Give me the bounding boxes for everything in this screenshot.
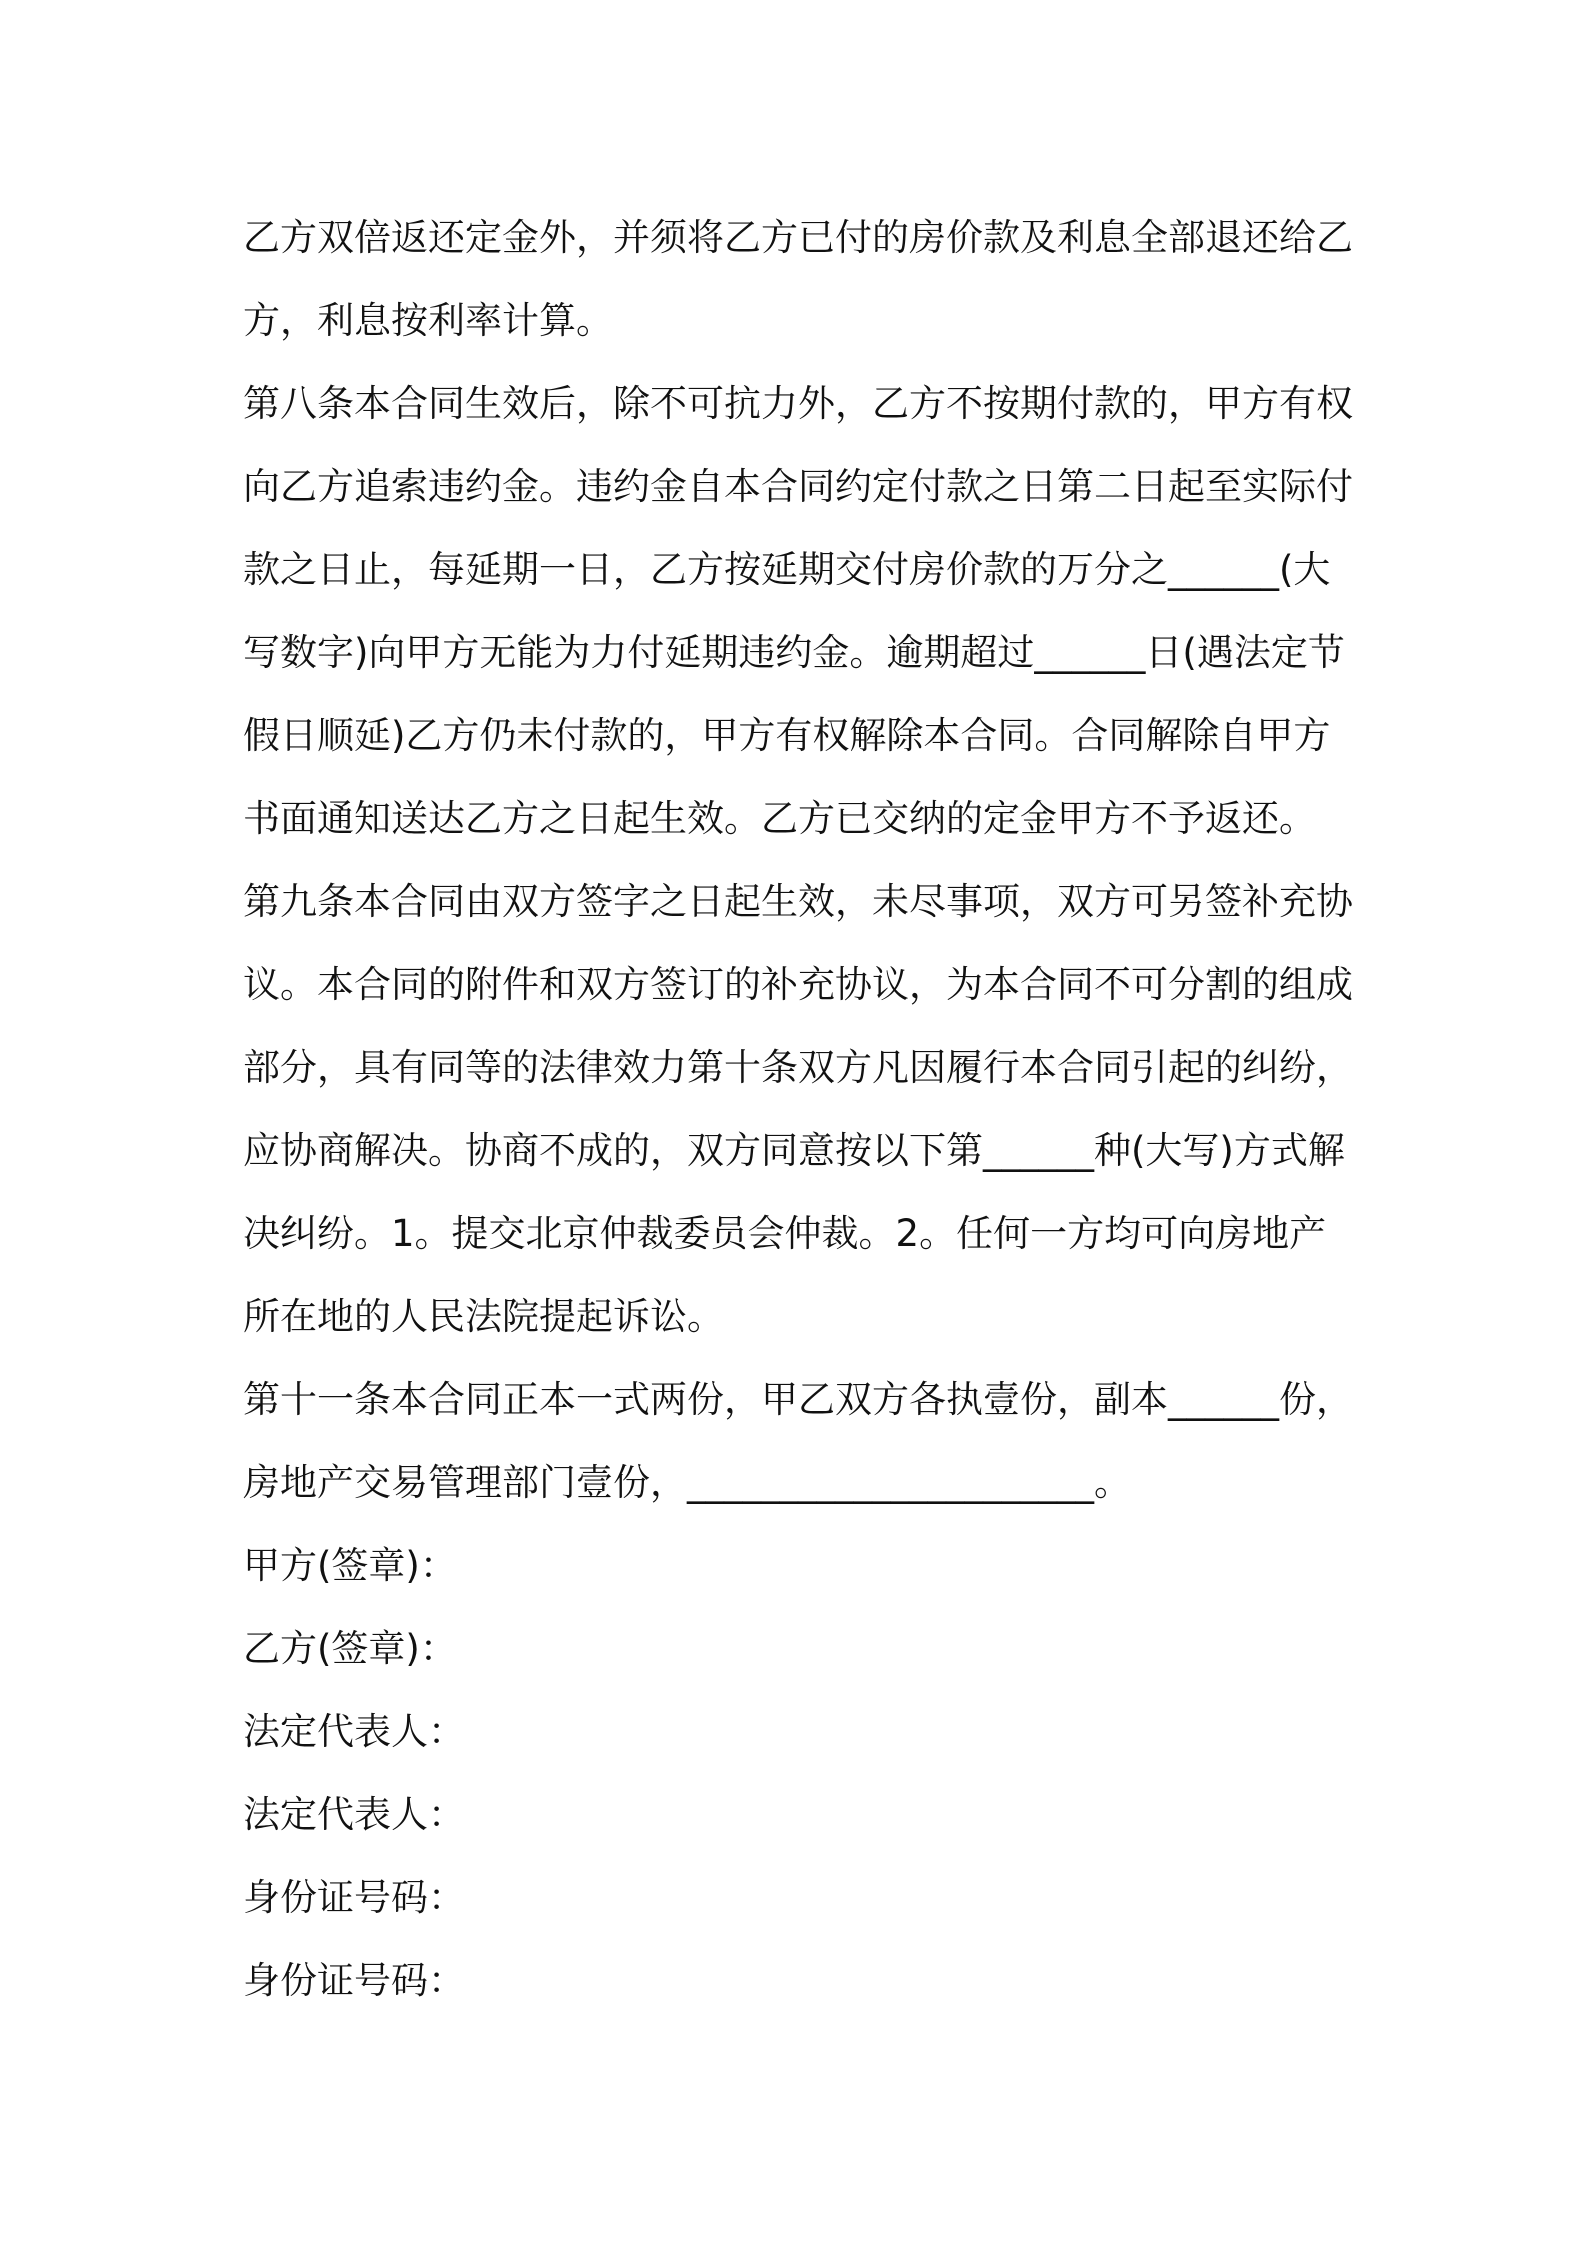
text-line: 向乙方追索违约金。违约金自本合同约定付款之日第二日起至实际付 [243,465,1353,508]
party-a-signature-line: 甲方(签章)： [243,1544,457,1587]
article-11-line: 第十一条本合同正本一式两份，甲乙双方各执壹份，副本______份， [243,1378,1353,1421]
legal-representative-line: 法定代表人： [243,1793,465,1836]
legal-representative-line: 法定代表人： [243,1710,465,1753]
text-line: 款之日止，每延期一日，乙方按延期交付房价款的万分之______(大 [243,548,1331,591]
id-number-line: 身份证号码： [243,1876,465,1919]
text-line: 方，利息按利率计算。 [243,299,613,342]
text-line: 所在地的人民法院提起诉讼。 [243,1295,724,1338]
text-line: 书面通知送达乙方之日起生效。乙方已交纳的定金甲方不予返还。 [243,797,1316,840]
text-line: 应协商解决。协商不成的，双方同意按以下第______种(大写)方式解 [243,1129,1345,1172]
text-line: 房地产交易管理部门壹份，______________________。 [243,1461,1131,1504]
contract-text [243,196,1368,2022]
party-b-signature-line: 乙方(签章)： [243,1627,457,1670]
text-line: 假日顺延)乙方仍未付款的，甲方有权解除本合同。合同解除自甲方 [243,714,1331,757]
article-8-line: 第八条本合同生效后，除不可抗力外，乙方不按期付款的，甲方有权 [243,382,1353,425]
text-line: 乙方双倍返还定金外，并须将乙方已付的房价款及利息全部退还给乙 [243,216,1353,259]
article-9-line: 第九条本合同由双方签字之日起生效，未尽事项，双方可另签补充协 [243,880,1353,923]
text-line: 议。本合同的附件和双方签订的补充协议，为本合同不可分割的组成 [243,963,1353,1006]
text-line: 部分，具有同等的法律效力第十条双方凡因履行本合同引起的纠纷， [243,1046,1353,1089]
id-number-line: 身份证号码： [243,1959,465,2002]
text-line: 决纠纷。1。提交北京仲裁委员会仲裁。2。任何一方均可向房地产 [243,1212,1327,1255]
text-line: 写数字)向甲方无能为力付延期违约金。逾期超过______日(遇法定节 [243,631,1345,674]
